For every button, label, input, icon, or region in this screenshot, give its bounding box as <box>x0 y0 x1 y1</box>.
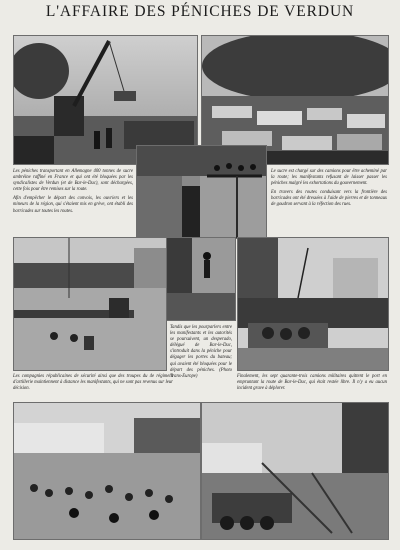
caption-unloading <box>13 169 133 218</box>
caption-text: Les compagnies républicaines de sécurité ainsi que des troupes du 4e régiment d'artillerie maintiennent à distance les manifestants, qui ne sont pas revenus sur leur décision. <box>13 374 173 392</box>
caption-military-trucks <box>237 374 387 395</box>
caption-text: Afin d'empêcher le départ des convois, les ouvriers et les mineurs de la région, qui s'étaient mis en grève, ont établi des barricades sur toutes les routes. <box>13 196 133 214</box>
page-title: L'AFFAIRE DES PÉNICHES DE VERDUN <box>45 3 355 20</box>
caption-trucks <box>271 169 387 212</box>
photo-loading-barrels <box>201 402 389 540</box>
caption-climbing <box>170 325 232 383</box>
photo-road-barricade <box>13 237 167 371</box>
photo-climbing-man <box>166 237 236 321</box>
caption-text: Tandis que les pourparlers entre les manifestants et les autorités se poursuivent, un desperado, délégué de Bar-le-Duc, s'introduit dans la péniche pour dégager les portes du bateau; qui avaient été bloquées pour le départ des péniches. (Photo Trans-Europe) <box>170 325 232 379</box>
caption-text: Finalement, les sept quarante-trois camions militaires quittent le port en empruntant la route de Bar-le-Duc, qui était restée libre. Il n'y a eu aucun incident grave à déplorer. <box>237 374 387 392</box>
caption-text: Le sucre est chargé sur des camions pour être acheminé par la route; les manifestants refusant de laisser passer les péniches malgré les exhortations du gouvernement. <box>271 169 387 187</box>
photo-lock-gates <box>136 145 267 239</box>
photo-barricade-crowd <box>237 237 389 371</box>
caption-security-troops <box>13 374 173 395</box>
photo-square-crowd <box>13 402 201 540</box>
caption-text: En travers des routes conduisant vers la frontière des barricades ont été dressées à l'aide de pierres et de tonneaux de goudron servant à la réfection des rues. <box>271 190 387 208</box>
caption-text: Les péniches transportant en Allemagne 400 tonnes de sucre ambréine raffiné en France et qui ont été bloquées par les syndicalistes de Verdun (et de Bar-le-Duc), sont déchargées, cette fois pour être remises sur la route. <box>13 169 133 193</box>
